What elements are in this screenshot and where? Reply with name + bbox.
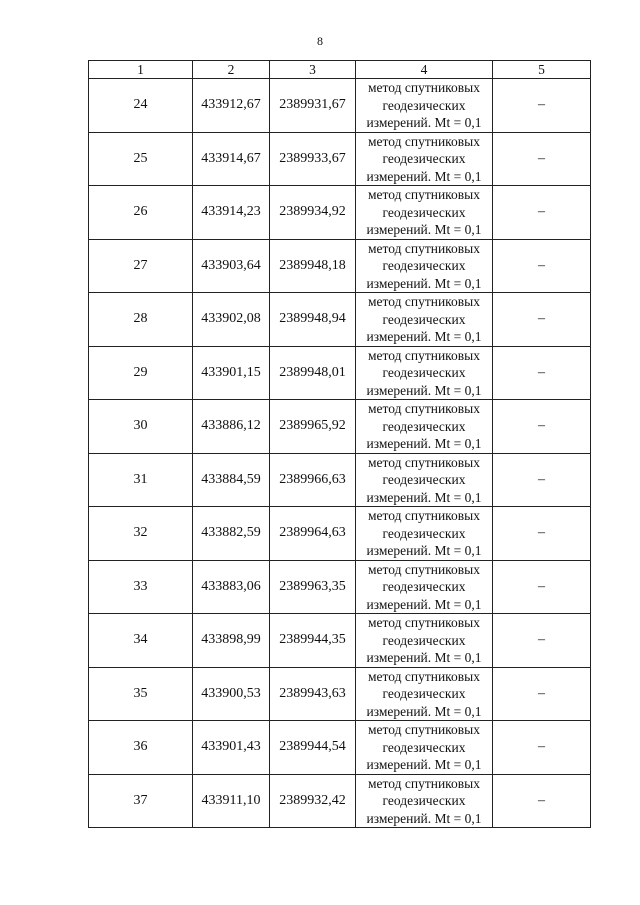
method-cell bbox=[356, 79, 493, 133]
method-cell bbox=[356, 560, 493, 614]
method-line-1: метод спутниковых bbox=[368, 454, 480, 470]
note-cell: – bbox=[493, 132, 591, 186]
table-row bbox=[89, 667, 591, 721]
method-line-1: метод спутниковых bbox=[368, 668, 480, 684]
method-cell bbox=[356, 400, 493, 454]
note-cell: – bbox=[493, 667, 591, 721]
note-cell: – bbox=[493, 79, 591, 133]
method-line-3: измерений. Mt = 0,1 bbox=[366, 757, 482, 772]
coordinate-x: 433886,12 bbox=[193, 400, 270, 454]
method-cell bbox=[356, 186, 493, 240]
coordinate-y: 2389934,92 bbox=[270, 186, 356, 240]
coordinate-y: 2389944,54 bbox=[270, 721, 356, 775]
table-row bbox=[89, 293, 591, 347]
coordinate-y: 2389948,94 bbox=[270, 293, 356, 347]
coordinate-y: 2389931,67 bbox=[270, 79, 356, 133]
method-line-2: геодезических bbox=[382, 686, 466, 701]
table-row bbox=[89, 453, 591, 507]
table-row bbox=[89, 132, 591, 186]
note-cell: – bbox=[493, 239, 591, 293]
method-line-2: геодезических bbox=[382, 579, 466, 594]
point-number: 32 bbox=[89, 507, 193, 561]
table-row bbox=[89, 239, 591, 293]
method-line-2: геодезических bbox=[382, 632, 466, 648]
method-line-3: измерений. Mt = 0,1 bbox=[366, 168, 482, 184]
method-cell bbox=[356, 614, 493, 668]
point-number: 33 bbox=[89, 560, 193, 614]
coordinate-y: 2389933,67 bbox=[270, 132, 356, 186]
coordinate-y: 2389944,35 bbox=[270, 614, 356, 668]
method-cell bbox=[356, 774, 493, 828]
coordinate-x: 433902,08 bbox=[193, 293, 270, 347]
coordinate-x: 433903,64 bbox=[193, 239, 270, 293]
column-header-3: 3 bbox=[270, 61, 356, 79]
point-number: 28 bbox=[89, 293, 193, 347]
note-cell: – bbox=[493, 507, 591, 561]
method-line-1: метод спутниковых bbox=[368, 722, 480, 737]
method-line-2: геодезических bbox=[382, 418, 466, 434]
point-number: 35 bbox=[89, 667, 193, 721]
note-cell: – bbox=[493, 774, 591, 828]
method-line-2: геодезических bbox=[382, 97, 466, 113]
table-row bbox=[89, 507, 591, 561]
method-line-3: измерений. Mt = 0,1 bbox=[366, 703, 482, 719]
column-header-5: 5 bbox=[493, 61, 591, 79]
coordinate-y: 2389948,18 bbox=[270, 239, 356, 293]
method-line-1: метод спутниковых bbox=[368, 561, 480, 577]
coordinate-y: 2389966,63 bbox=[270, 453, 356, 507]
method-line-3: измерений. Mt = 0,1 bbox=[366, 810, 482, 826]
method-line-3: измерений. Mt = 0,1 bbox=[366, 596, 482, 612]
method-line-3: измерений. Mt = 0,1 bbox=[366, 115, 482, 130]
coordinate-y: 2389948,01 bbox=[270, 346, 356, 400]
table-body bbox=[89, 79, 591, 828]
method-line-3: измерений. Mt = 0,1 bbox=[366, 329, 482, 344]
coordinate-x: 433912,67 bbox=[193, 79, 270, 133]
coordinate-x: 433901,15 bbox=[193, 346, 270, 400]
table-row bbox=[89, 79, 591, 133]
method-line-3: измерений. Mt = 0,1 bbox=[366, 543, 482, 558]
method-cell bbox=[356, 132, 493, 186]
method-line-2: геодезических bbox=[382, 258, 466, 273]
method-cell bbox=[356, 293, 493, 347]
coordinate-x: 433900,53 bbox=[193, 667, 270, 721]
coordinate-x: 433914,67 bbox=[193, 132, 270, 186]
method-line-1: метод спутниковых bbox=[368, 508, 480, 523]
method-line-2: геодезических bbox=[382, 151, 466, 166]
point-number: 31 bbox=[89, 453, 193, 507]
method-line-1: метод спутниковых bbox=[368, 294, 480, 309]
method-line-2: геодезических bbox=[382, 365, 466, 380]
note-cell: – bbox=[493, 453, 591, 507]
note-cell: – bbox=[493, 293, 591, 347]
column-header-4: 4 bbox=[356, 61, 493, 79]
table-row bbox=[89, 560, 591, 614]
method-line-3: измерений. Mt = 0,1 bbox=[366, 650, 482, 665]
coordinate-y: 2389964,63 bbox=[270, 507, 356, 561]
point-number: 26 bbox=[89, 186, 193, 240]
coordinate-y: 2389965,92 bbox=[270, 400, 356, 454]
method-cell bbox=[356, 346, 493, 400]
method-line-2: геодезических bbox=[382, 472, 466, 487]
coordinate-x: 433914,23 bbox=[193, 186, 270, 240]
table-row bbox=[89, 614, 591, 668]
point-number: 24 bbox=[89, 79, 193, 133]
coordinate-x: 433884,59 bbox=[193, 453, 270, 507]
method-line-1: метод спутниковых bbox=[368, 615, 480, 630]
column-header-2: 2 bbox=[193, 61, 270, 79]
method-line-3: измерений. Mt = 0,1 bbox=[366, 222, 482, 237]
method-line-1: метод спутниковых bbox=[368, 187, 480, 202]
coordinate-x: 433898,99 bbox=[193, 614, 270, 668]
table-row bbox=[89, 186, 591, 240]
method-cell bbox=[356, 667, 493, 721]
method-line-2: геодезических bbox=[382, 525, 466, 541]
method-line-2: геодезических bbox=[382, 793, 466, 808]
point-number: 29 bbox=[89, 346, 193, 400]
method-line-1: метод спутниковых bbox=[368, 347, 480, 363]
page-number: 8 bbox=[317, 34, 323, 48]
coordinate-y: 2389943,63 bbox=[270, 667, 356, 721]
method-cell bbox=[356, 721, 493, 775]
coordinate-x: 433901,43 bbox=[193, 721, 270, 775]
method-line-3: измерений. Mt = 0,1 bbox=[366, 436, 482, 451]
point-number: 25 bbox=[89, 132, 193, 186]
point-number: 34 bbox=[89, 614, 193, 668]
method-line-2: геодезических bbox=[382, 311, 466, 327]
note-cell: – bbox=[493, 560, 591, 614]
coordinate-y: 2389963,35 bbox=[270, 560, 356, 614]
method-line-3: измерений. Mt = 0,1 bbox=[366, 489, 482, 505]
method-line-1: метод спутниковых bbox=[368, 80, 480, 95]
coordinate-x: 433883,06 bbox=[193, 560, 270, 614]
coordinate-x: 433882,59 bbox=[193, 507, 270, 561]
table-row bbox=[89, 774, 591, 828]
method-line-2: геодезических bbox=[382, 739, 466, 755]
method-line-3: измерений. Mt = 0,1 bbox=[366, 275, 482, 291]
note-cell: – bbox=[493, 400, 591, 454]
note-cell: – bbox=[493, 721, 591, 775]
point-number: 30 bbox=[89, 400, 193, 454]
coordinates-table bbox=[88, 60, 591, 828]
table-row bbox=[89, 400, 591, 454]
method-line-1: метод спутниковых bbox=[368, 401, 480, 416]
note-cell: – bbox=[493, 186, 591, 240]
table-row bbox=[89, 346, 591, 400]
method-line-3: измерений. Mt = 0,1 bbox=[366, 382, 482, 398]
method-line-1: метод спутниковых bbox=[368, 775, 480, 791]
coordinate-y: 2389932,42 bbox=[270, 774, 356, 828]
point-number: 36 bbox=[89, 721, 193, 775]
method-line-1: метод спутниковых bbox=[368, 240, 480, 256]
method-cell bbox=[356, 507, 493, 561]
table-row bbox=[89, 721, 591, 775]
note-cell: – bbox=[493, 346, 591, 400]
method-line-1: метод спутниковых bbox=[368, 133, 480, 149]
point-number: 27 bbox=[89, 239, 193, 293]
note-cell: – bbox=[493, 614, 591, 668]
table-header-row bbox=[89, 61, 591, 79]
method-cell bbox=[356, 239, 493, 293]
point-number: 37 bbox=[89, 774, 193, 828]
method-cell bbox=[356, 453, 493, 507]
method-line-2: геодезических bbox=[382, 204, 466, 220]
column-header-1: 1 bbox=[89, 61, 193, 79]
coordinate-x: 433911,10 bbox=[193, 774, 270, 828]
